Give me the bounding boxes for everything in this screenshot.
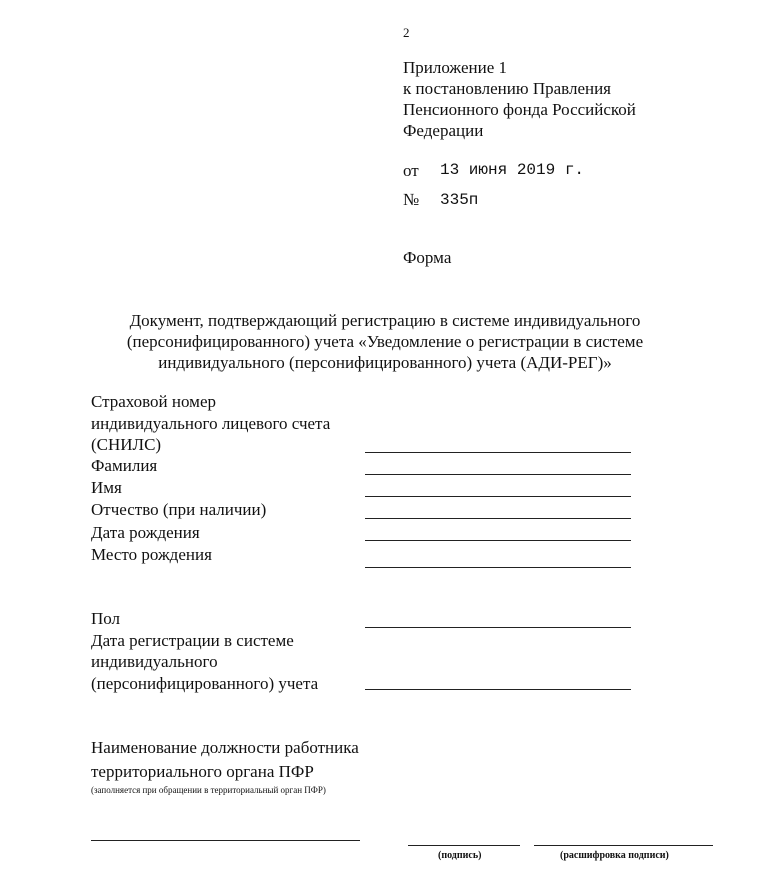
appendix-line: Пенсионного фонда Российской (403, 100, 636, 119)
surname-label: Фамилия (91, 456, 158, 475)
reg-date-input-line[interactable] (365, 689, 631, 690)
title-line: индивидуального (персонифицированного) учета (АДИ-РЕГ)» (158, 353, 612, 372)
position-note: (заполняется при обращении в территориальный орган ПФР) (91, 785, 326, 795)
patronymic-label: Отчество (при наличии) (91, 500, 267, 519)
sex-label: Пол (91, 609, 121, 628)
signature-input-line[interactable] (408, 845, 520, 846)
form-label: Форма (403, 248, 452, 267)
birth-date-label: Дата рождения (91, 523, 200, 542)
number-value: 335п (440, 191, 479, 209)
appendix-block (403, 57, 636, 141)
position-label-line: территориального органа ПФР (91, 762, 314, 781)
snils-label-line: (СНИЛС) (91, 435, 162, 454)
document-title (100, 310, 670, 373)
surname-input-line[interactable] (365, 474, 631, 475)
reg-date-label-line: (персонифицированного) учета (91, 674, 319, 693)
title-line: Документ, подтверждающий регистрацию в системе индивидуального (129, 311, 641, 330)
date-label: от (403, 161, 419, 180)
page-number: 2 (403, 25, 410, 40)
signature-decoding-input-line[interactable] (534, 845, 713, 846)
name-label: Имя (91, 478, 122, 497)
reg-date-label-line: индивидуального (91, 652, 218, 671)
title-line: (персонифицированного) учета «Уведомление о регистрации в системе (126, 332, 644, 351)
snils-label-line: Страховой номер (91, 392, 216, 411)
name-input-line[interactable] (365, 496, 631, 497)
signature-decoding-caption: (расшифровка подписи) (560, 850, 669, 861)
date-value: 13 июня 2019 г. (440, 161, 585, 179)
birth-date-input-line[interactable] (365, 540, 631, 541)
snils-label-line: индивидуального лицевого счета (91, 414, 331, 433)
birth-place-input-line[interactable] (365, 567, 631, 568)
signature-caption: (подпись) (438, 850, 482, 861)
birth-place-label: Место рождения (91, 545, 212, 564)
number-label: № (403, 190, 420, 209)
patronymic-input-line[interactable] (365, 518, 631, 519)
appendix-line: к постановлению Правления (403, 79, 612, 98)
snils-input-line[interactable] (365, 452, 631, 453)
position-input-line[interactable] (91, 840, 360, 841)
position-label-line: Наименование должности работника (91, 738, 359, 757)
appendix-line: Федерации (403, 121, 484, 140)
appendix-line: Приложение 1 (403, 58, 507, 77)
sex-input-line[interactable] (365, 627, 631, 628)
reg-date-label-line: Дата регистрации в системе (91, 631, 294, 650)
